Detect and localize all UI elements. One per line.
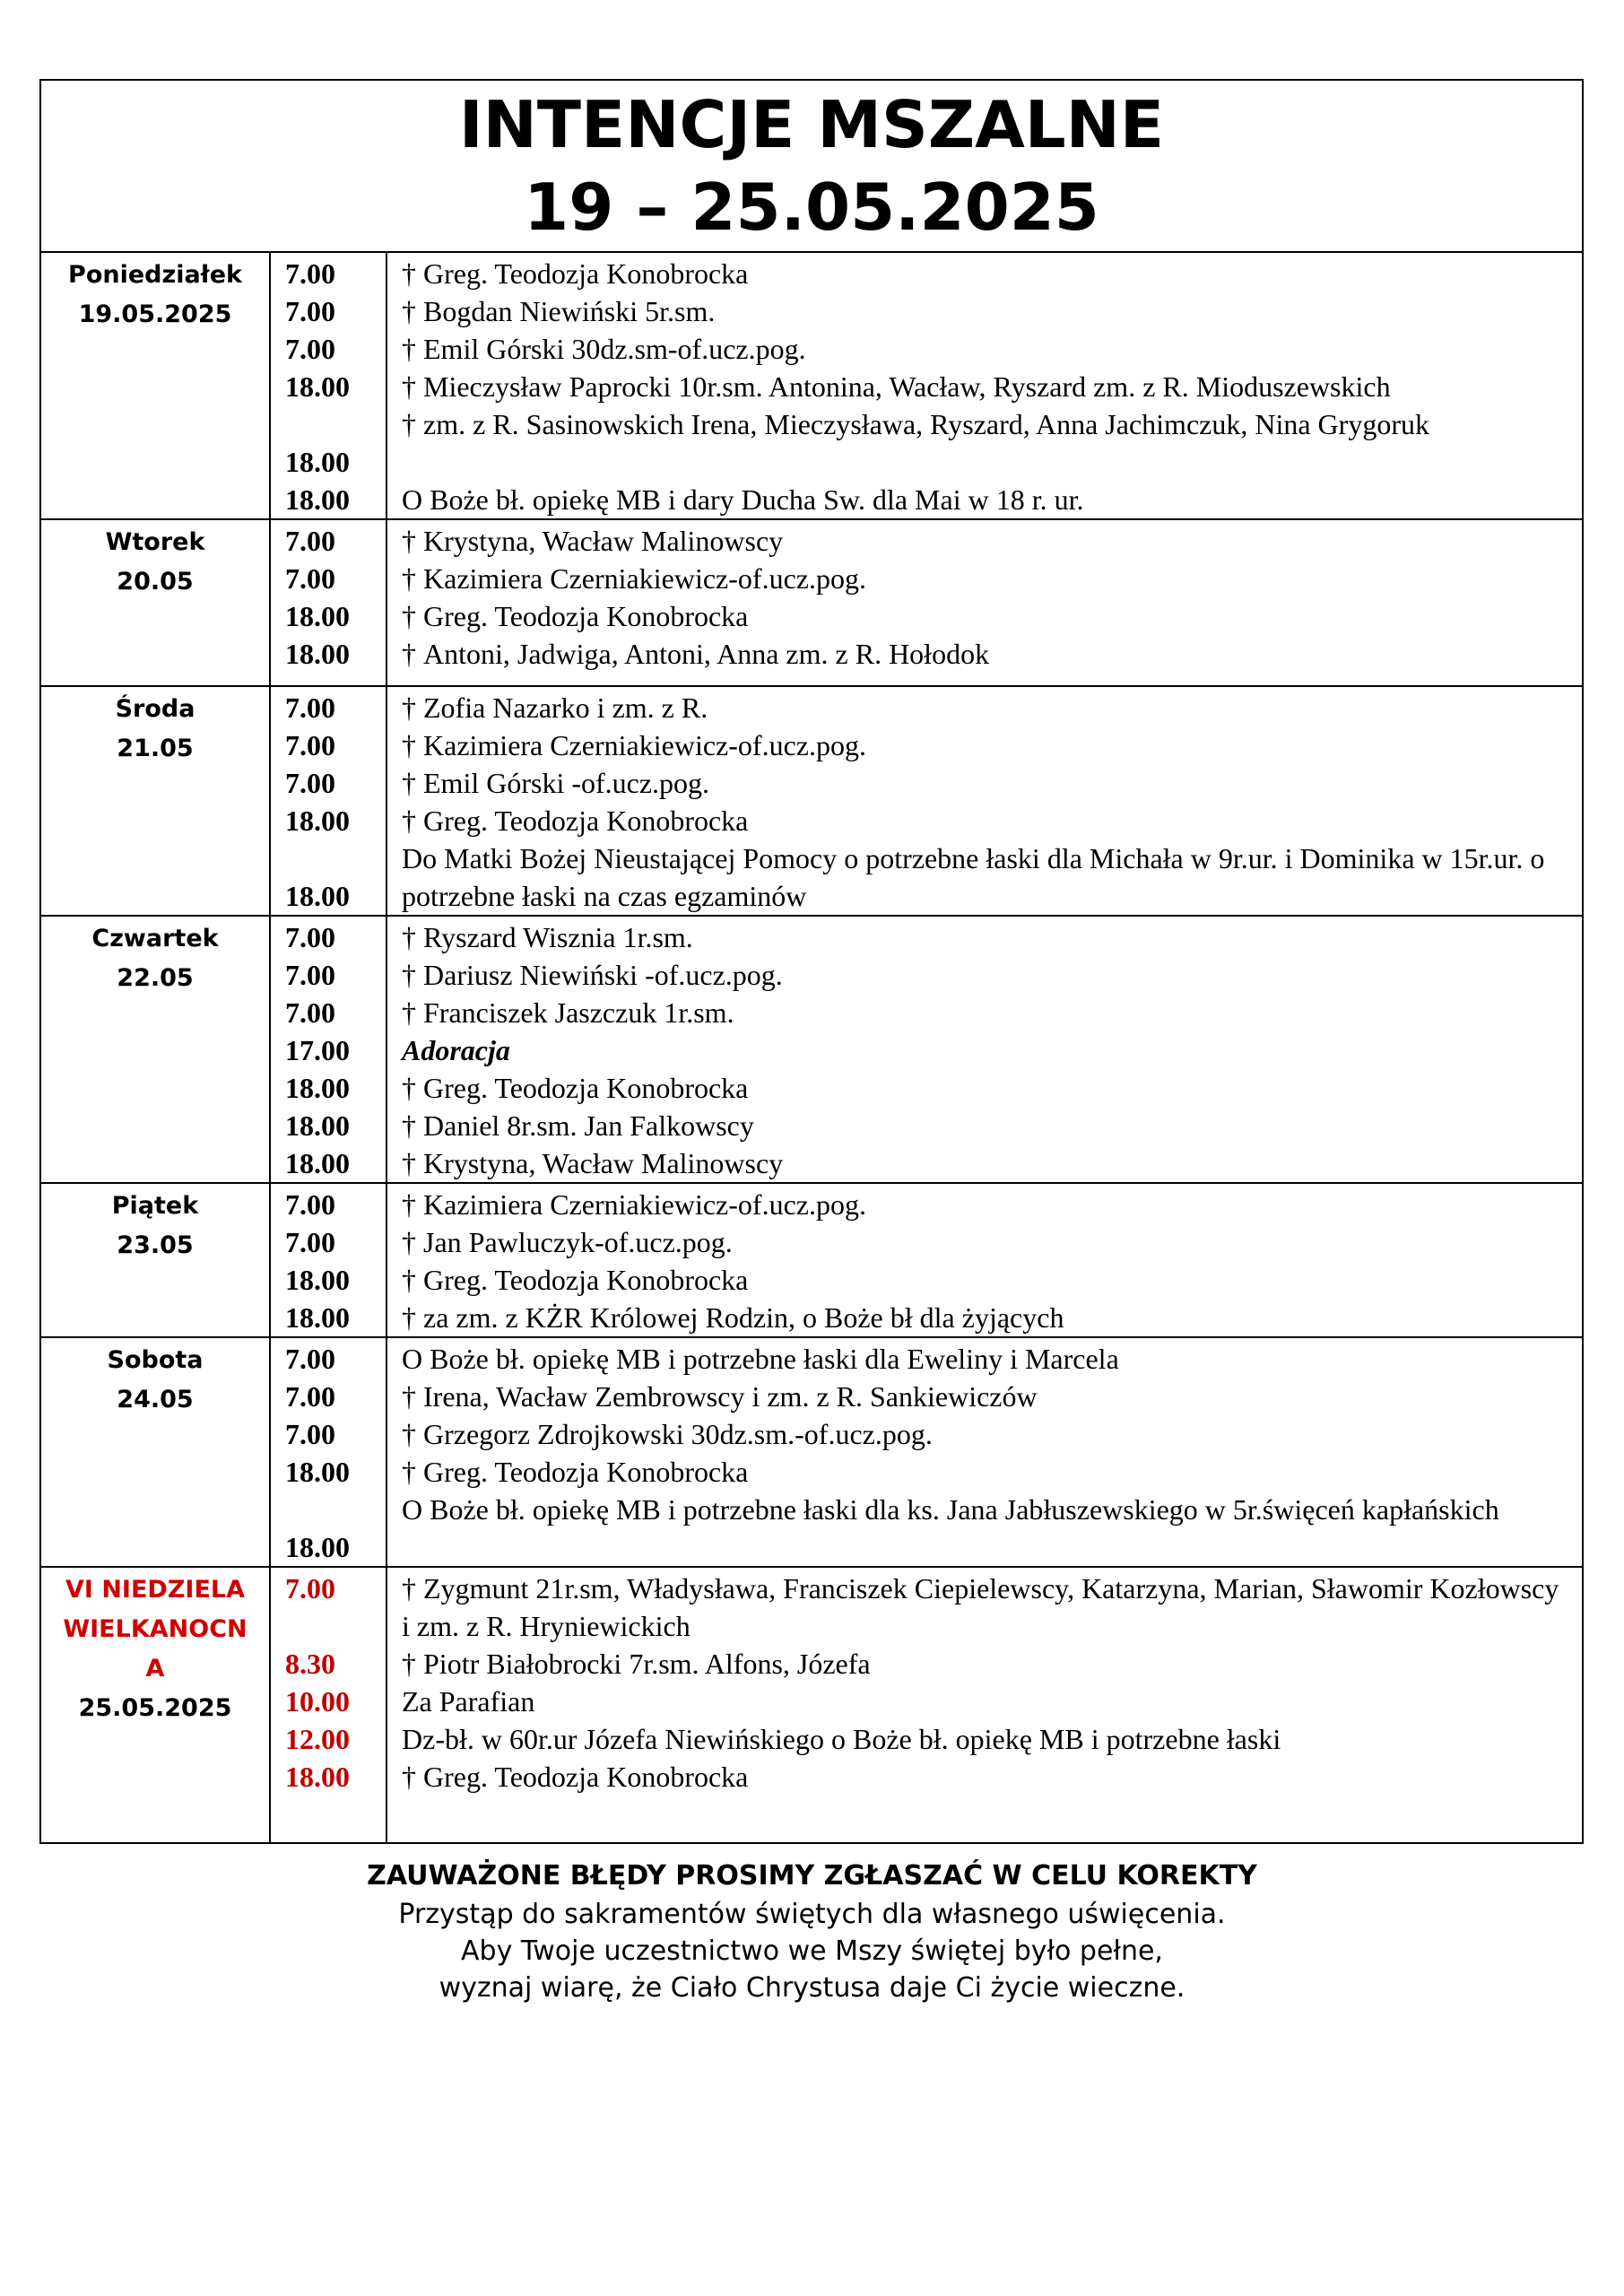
day-date: 22.05 xyxy=(117,964,194,992)
day-cell xyxy=(41,253,271,518)
intention-text: Emil Górski -of.ucz.pog. xyxy=(423,767,710,799)
intention-text-line xyxy=(402,405,1573,481)
mass-time: 10.00 xyxy=(285,1685,350,1718)
day-date: 25.05.2025 xyxy=(78,1694,232,1722)
times-column xyxy=(271,520,387,685)
day-name: Środa xyxy=(115,695,195,723)
intention-text-line xyxy=(402,918,1573,956)
mass-time: 18.00 xyxy=(285,804,350,837)
intention-text: Greg. Teodozja Konobrocka xyxy=(423,804,749,837)
day-row xyxy=(41,687,1582,917)
footer-line: Aby Twoje uczestnictwo we Mszy świętej było pełne, xyxy=(461,1935,1163,1967)
intention-text-line xyxy=(402,522,1573,560)
time-spacer xyxy=(285,405,386,443)
mass-time: 7.00 xyxy=(285,1188,335,1221)
mass-time: 17.00 xyxy=(285,1034,350,1066)
intention-text: Zygmunt 21r.sm, Władysława, Franciszek Ciepielewscy, Katarzyna, Marian, Sławomir Kozłowscy i zm. z R. Hryniewickich xyxy=(402,1572,1559,1642)
mass-time: 7.00 xyxy=(285,767,335,799)
cross-icon: † xyxy=(402,525,416,557)
intention-text: zm. z R. Sasinowskich Irena, Mieczysława, Ryszard, Anna Jachimczuk, Nina Grygoruk xyxy=(423,408,1429,440)
intention-text: Adoracja xyxy=(402,1034,510,1066)
day-name: A xyxy=(145,1655,165,1683)
intentions-column xyxy=(387,253,1582,518)
intention-text: O Boże bł. opiekę MB i dary Ducha Sw. dla Mai w 18 r. ur. xyxy=(402,483,1084,516)
mass-time: 7.00 xyxy=(285,1343,335,1375)
days-container xyxy=(41,253,1582,1842)
intention-text: Krystyna, Wacław Malinowscy xyxy=(423,1147,784,1179)
intention-text: Piotr Białobrocki 7r.sm. Alfons, Józefa xyxy=(423,1648,871,1680)
day-name: WIELKANOCN xyxy=(63,1615,248,1643)
intention-text: Emil Górski 30dz.sm-of.ucz.pog. xyxy=(423,333,806,365)
cross-icon: † xyxy=(402,1109,416,1142)
intention-text-line xyxy=(402,1378,1573,1415)
cross-icon: † xyxy=(402,1147,416,1179)
mass-time: 7.00 xyxy=(285,1572,335,1605)
day-row xyxy=(41,1184,1582,1338)
mass-time: 18.00 xyxy=(285,446,350,478)
day-cell xyxy=(41,1568,271,1842)
intention-text-line xyxy=(402,481,1573,518)
mass-time: 7.00 xyxy=(285,1418,335,1450)
cross-icon: † xyxy=(402,638,416,670)
mass-time: 7.00 xyxy=(285,959,335,991)
day-name: VI NIEDZIELA xyxy=(65,1576,245,1604)
cross-icon: † xyxy=(402,1456,416,1488)
intention-text-line xyxy=(402,1186,1573,1223)
intention-text: Kazimiera Czerniakiewicz-of.ucz.pog. xyxy=(423,562,866,595)
cross-icon: † xyxy=(402,1761,416,1793)
times-column xyxy=(271,1568,387,1842)
cross-icon: † xyxy=(402,1226,416,1258)
intention-text: O Boże bł. opiekę MB i potrzebne łaski dla ks. Jana Jabłuszewskiego w 5r.święceń kapłańskich xyxy=(402,1493,1499,1526)
mass-time: 18.00 xyxy=(285,638,350,670)
intention-text-line xyxy=(402,689,1573,726)
mass-time: 7.00 xyxy=(285,729,335,761)
intention-text: Kazimiera Czerniakiewicz-of.ucz.pog. xyxy=(423,729,866,761)
mass-time: 18.00 xyxy=(285,1301,350,1334)
intention-text-line xyxy=(402,1570,1573,1645)
intention-text: Krystyna, Wacław Malinowscy xyxy=(423,525,784,557)
mass-time: 18.00 xyxy=(285,1072,350,1104)
cross-icon: † xyxy=(402,600,416,632)
mass-time: 7.00 xyxy=(285,333,335,365)
cross-icon: † xyxy=(402,1301,416,1334)
cross-icon: † xyxy=(402,767,416,799)
intention-text-line xyxy=(402,597,1573,635)
intention-text: Greg. Teodozja Konobrocka xyxy=(423,600,749,632)
day-name: Wtorek xyxy=(105,528,205,556)
cross-icon: † xyxy=(402,1418,416,1450)
intention-text-line xyxy=(402,255,1573,292)
cross-icon: † xyxy=(402,408,416,440)
day-cell xyxy=(41,520,271,685)
cross-icon: † xyxy=(402,562,416,595)
intention-text: Dariusz Niewiński -of.ucz.pog. xyxy=(423,959,783,991)
intention-text: Grzegorz Zdrojkowski 30dz.sm.-of.ucz.pog. xyxy=(423,1418,933,1450)
intention-text-line xyxy=(402,1683,1573,1720)
intention-text-line xyxy=(402,1299,1573,1336)
footer-line: wyznaj wiarę, że Ciało Chrystusa daje Ci życie wieczne. xyxy=(439,1972,1185,2004)
time-spacer xyxy=(285,1491,386,1528)
intention-text: Greg. Teodozja Konobrocka xyxy=(423,257,749,290)
intention-text: Zofia Nazarko i zm. z R. xyxy=(423,691,708,724)
intentions-column xyxy=(387,1338,1582,1566)
mass-time: 18.00 xyxy=(285,1147,350,1179)
mass-time: 18.00 xyxy=(285,370,350,403)
intention-text: Greg. Teodozja Konobrocka xyxy=(423,1072,749,1104)
day-date: 20.05 xyxy=(117,568,194,596)
mass-time: 7.00 xyxy=(285,996,335,1029)
intention-text: za zm. z KŻR Królowej Rodzin, o Boże bł dla żyjących xyxy=(423,1301,1064,1334)
time-spacer xyxy=(285,839,386,877)
intention-text-line xyxy=(402,1261,1573,1299)
intention-text-line xyxy=(402,1720,1573,1758)
intention-text-line xyxy=(402,1031,1573,1069)
times-column xyxy=(271,1184,387,1336)
mass-time: 18.00 xyxy=(285,880,350,912)
footer-line: Przystąp do sakramentów świętych dla własnego uświęcenia. xyxy=(398,1899,1226,1930)
intention-text: Greg. Teodozja Konobrocka xyxy=(423,1761,749,1793)
cross-icon: † xyxy=(402,1572,416,1605)
intention-text-line xyxy=(402,292,1573,330)
mass-time: 18.00 xyxy=(285,1109,350,1142)
mass-time: 7.00 xyxy=(285,921,335,953)
intention-text-line xyxy=(402,1107,1573,1144)
day-row xyxy=(41,1568,1582,1842)
intentions-table xyxy=(39,79,1584,1844)
intention-text-line xyxy=(402,956,1573,994)
day-name: Czwartek xyxy=(91,925,219,952)
cross-icon: † xyxy=(402,370,416,403)
intention-text-line xyxy=(402,994,1573,1031)
day-date: 23.05 xyxy=(117,1231,194,1259)
intention-text-line xyxy=(402,1415,1573,1453)
intention-text-line xyxy=(402,1223,1573,1261)
day-cell xyxy=(41,917,271,1182)
mass-time: 18.00 xyxy=(285,1456,350,1488)
cross-icon: † xyxy=(402,1380,416,1413)
cross-icon: † xyxy=(402,1264,416,1296)
page-title: INTENCJE MSZALNE xyxy=(458,87,1165,162)
intention-text: Greg. Teodozja Konobrocka xyxy=(423,1456,749,1488)
intention-text-line xyxy=(402,560,1573,597)
mass-time: 7.00 xyxy=(285,295,335,327)
mass-time: 18.00 xyxy=(285,1531,350,1563)
cross-icon: † xyxy=(402,295,416,327)
intentions-column xyxy=(387,1568,1582,1842)
cross-icon: † xyxy=(402,257,416,290)
day-date: 24.05 xyxy=(117,1386,194,1413)
times-column xyxy=(271,687,387,915)
day-cell xyxy=(41,1184,271,1336)
cross-icon: † xyxy=(402,959,416,991)
date-range: 19 – 25.05.2025 xyxy=(524,170,1099,245)
intention-text: Ryszard Wisznia 1r.sm. xyxy=(423,921,693,953)
intention-text-line xyxy=(402,1069,1573,1107)
mass-time: 18.00 xyxy=(285,1264,350,1296)
intention-text-line xyxy=(402,1491,1573,1566)
mass-time: 7.00 xyxy=(285,562,335,595)
intention-text-line xyxy=(402,1340,1573,1378)
day-date: 21.05 xyxy=(117,735,194,762)
times-column xyxy=(271,917,387,1182)
mass-time: 7.00 xyxy=(285,1380,335,1413)
day-row xyxy=(41,917,1582,1184)
intention-text-line xyxy=(402,1645,1573,1683)
intention-text: Dz-bł. w 60r.ur Józefa Niewińskiego o Boże bł. opiekę MB i potrzebne łaski xyxy=(402,1723,1281,1755)
day-date: 19.05.2025 xyxy=(78,300,232,328)
intention-text: Antoni, Jadwiga, Antoni, Anna zm. z R. Hołodok xyxy=(423,638,990,670)
intention-text-line xyxy=(402,368,1573,405)
intentions-column xyxy=(387,917,1582,1182)
mass-time: 18.00 xyxy=(285,483,350,516)
mass-time: 18.00 xyxy=(285,600,350,632)
footer-heading: ZAUWAŻONE BŁĘDY PROSIMY ZGŁASZAĆ W CELU KOREKTY xyxy=(367,1860,1257,1892)
title-block xyxy=(41,81,1582,253)
mass-time: 7.00 xyxy=(285,1226,335,1258)
intention-text: Franciszek Jaszczuk 1r.sm. xyxy=(423,996,734,1029)
intention-text: O Boże bł. opiekę MB i potrzebne łaski dla Eweliny i Marcela xyxy=(402,1343,1119,1375)
intention-text-line xyxy=(402,1758,1573,1796)
intention-text-line xyxy=(402,635,1573,673)
intentions-column xyxy=(387,687,1582,915)
intention-text: Bogdan Niewiński 5r.sm. xyxy=(423,295,716,327)
intention-text-line xyxy=(402,1453,1573,1491)
intention-text: Do Matki Bożej Nieustającej Pomocy o potrzebne łaski dla Michała w 9r.ur. i Dominika w 15r.ur. o potrzebne łaski na czas egzaminów xyxy=(402,842,1545,912)
intention-text-line xyxy=(402,802,1573,839)
intention-text: Daniel 8r.sm. Jan Falkowscy xyxy=(423,1109,754,1142)
intentions-column xyxy=(387,1184,1582,1336)
day-row xyxy=(41,520,1582,687)
day-row xyxy=(41,1338,1582,1568)
intention-text: Greg. Teodozja Konobrocka xyxy=(423,1264,749,1296)
day-row xyxy=(41,253,1582,520)
cross-icon: † xyxy=(402,996,416,1029)
cross-icon: † xyxy=(402,1648,416,1680)
day-name: Sobota xyxy=(107,1346,204,1374)
times-column xyxy=(271,1338,387,1566)
mass-time: 8.30 xyxy=(285,1648,335,1680)
intention-text: Jan Pawluczyk-of.ucz.pog. xyxy=(423,1226,733,1258)
mass-time: 7.00 xyxy=(285,691,335,724)
cross-icon: † xyxy=(402,691,416,724)
intention-text: Za Parafian xyxy=(402,1685,535,1718)
mass-time: 12.00 xyxy=(285,1723,350,1755)
mass-time: 7.00 xyxy=(285,257,335,290)
intention-text-line xyxy=(402,1144,1573,1182)
intention-text: Mieczysław Paprocki 10r.sm. Antonina, Wacław, Ryszard zm. z R. Mioduszewskich xyxy=(423,370,1391,403)
cross-icon: † xyxy=(402,729,416,761)
cross-icon: † xyxy=(402,1072,416,1104)
intention-text-line xyxy=(402,764,1573,802)
cross-icon: † xyxy=(402,804,416,837)
intentions-column xyxy=(387,520,1582,685)
intention-text-line xyxy=(402,330,1573,368)
intention-text-line xyxy=(402,839,1573,915)
day-cell xyxy=(41,1338,271,1566)
intention-text-line xyxy=(402,726,1573,764)
intention-text: Kazimiera Czerniakiewicz-of.ucz.pog. xyxy=(423,1188,866,1221)
mass-time: 18.00 xyxy=(285,1761,350,1793)
mass-time: 7.00 xyxy=(285,525,335,557)
day-name: Piątek xyxy=(111,1192,199,1220)
footer xyxy=(0,1857,1624,2006)
cross-icon: † xyxy=(402,921,416,953)
intention-text: Irena, Wacław Zembrowscy i zm. z R. Sankiewiczów xyxy=(423,1380,1038,1413)
cross-icon: † xyxy=(402,1188,416,1221)
cross-icon: † xyxy=(402,333,416,365)
times-column xyxy=(271,253,387,518)
day-cell xyxy=(41,687,271,915)
day-name: Poniedziałek xyxy=(68,261,242,289)
